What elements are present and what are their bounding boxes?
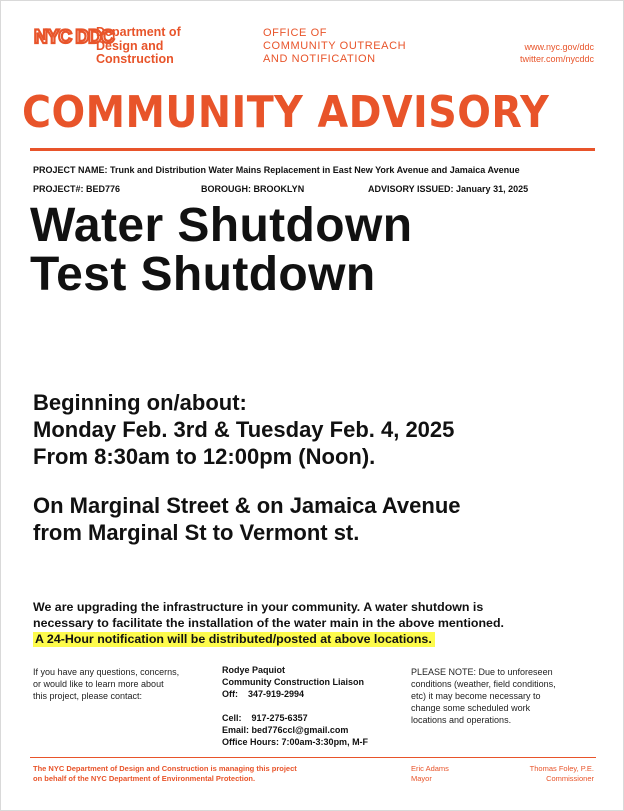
hours-value: 7:00am-3:30pm, M-F xyxy=(281,737,369,747)
note-line: locations and operations. xyxy=(411,715,512,725)
please-note xyxy=(411,666,601,726)
dept-line: Department of xyxy=(96,25,181,39)
questions-text xyxy=(33,666,179,702)
location-line: On Marginal Street & on Jamaica Avenue xyxy=(33,493,461,518)
nyc-ddc-logo xyxy=(33,26,114,64)
notice-line: We are upgrading the infrastructure in your community. A water shutdown is xyxy=(33,600,484,614)
issued-value: January 31, 2025 xyxy=(456,184,529,194)
questions-line: or would like to learn more about xyxy=(33,679,164,689)
cell-phone-row xyxy=(222,712,368,724)
note-line: PLEASE NOTE: Due to unforeseen xyxy=(411,667,553,677)
hours-label: Office Hours: xyxy=(222,737,280,747)
cell-phone[interactable]: 917-275-6357 xyxy=(251,713,308,723)
footer-line: The NYC Department of Design and Construction is managing this project xyxy=(33,764,297,773)
footer-statement xyxy=(33,764,297,784)
note-line: change some scheduled work xyxy=(411,703,531,713)
notice-highlight: A 24-Hour notification will be distributed/posted at above locations. xyxy=(33,632,435,647)
email-label: Email: xyxy=(222,725,250,735)
project-number xyxy=(33,184,120,194)
schedule-line: From 8:30am to 12:00pm (Noon). xyxy=(33,444,376,469)
location xyxy=(33,492,461,546)
footer-commissioner xyxy=(530,764,594,784)
commissioner-name: Thomas Foley, P.E. xyxy=(529,764,594,773)
contact-block xyxy=(222,664,368,748)
schedule-line: Beginning on/about: xyxy=(33,390,247,415)
banner-divider xyxy=(30,148,595,151)
office-line: COMMUNITY OUTREACH xyxy=(263,40,407,52)
note-line: conditions (weather, field conditions, xyxy=(411,679,556,689)
project-borough xyxy=(201,184,304,194)
contact-name: Rodye Paquiot xyxy=(222,665,286,675)
commissioner-title: Commissioner xyxy=(546,774,594,783)
logo-nyc: NYC DDC xyxy=(34,27,114,48)
notice-line: necessary to facilitate the installation of the water main in the above mentioned. xyxy=(33,616,504,630)
borough-label: BOROUGH: xyxy=(201,184,251,194)
advisory-issued xyxy=(368,184,528,194)
project-number-label: PROJECT#: xyxy=(33,184,84,194)
issued-label: ADVISORY ISSUED: xyxy=(368,184,454,194)
project-name-label: PROJECT NAME: xyxy=(33,165,108,175)
office-line: AND NOTIFICATION xyxy=(263,53,376,65)
headline xyxy=(30,201,412,299)
footer-line: on behalf of the NYC Department of Environmental Protection. xyxy=(33,774,256,783)
project-name xyxy=(33,165,520,175)
email-row xyxy=(222,724,368,736)
note-line: etc) it may become necessary to xyxy=(411,691,541,701)
office-line: OFFICE OF xyxy=(263,27,328,39)
department-name xyxy=(96,26,181,67)
questions-line: If you have any questions, concerns, xyxy=(33,667,180,677)
mayor-title: Mayor xyxy=(411,774,432,783)
project-number-value: BED776 xyxy=(86,184,121,194)
website-link[interactable]: www.nyc.gov/ddc xyxy=(524,42,594,52)
office-name xyxy=(263,27,406,66)
notice-text xyxy=(33,599,603,647)
footer-mayor xyxy=(411,764,449,784)
headline-line: Test Shutdown xyxy=(30,248,376,301)
advisory-banner: COMMUNITY ADVISORY xyxy=(21,86,550,138)
cell-phone-label: Cell: xyxy=(222,713,242,723)
header-links xyxy=(520,41,594,65)
questions-line: this project, please contact: xyxy=(33,691,143,701)
office-phone[interactable]: 347-919-2994 xyxy=(248,689,305,699)
location-line: from Marginal St to Vermont st. xyxy=(33,520,360,545)
twitter-link[interactable]: twitter.com/nycddc xyxy=(519,54,594,64)
borough-value: BROOKLYN xyxy=(253,184,305,194)
project-name-value: Trunk and Distribution Water Mains Replacement in East New York Avenue and Jamaica Avenue xyxy=(110,165,520,175)
schedule-line: Monday Feb. 3rd & Tuesday Feb. 4, 2025 xyxy=(33,417,455,442)
contact-title: Community Construction Liaison xyxy=(222,677,365,687)
headline-line: Water Shutdown xyxy=(30,199,413,252)
office-phone-row xyxy=(222,688,368,700)
dept-line: Construction xyxy=(96,52,174,66)
footer-divider xyxy=(30,757,596,758)
hours-row xyxy=(222,736,368,748)
office-phone-label: Off: xyxy=(222,689,238,699)
email-link[interactable]: bed776ccl@gmail.com xyxy=(251,725,349,735)
dept-line: Design and xyxy=(96,38,164,53)
schedule xyxy=(33,389,454,470)
mayor-name: Eric Adams xyxy=(411,764,449,773)
